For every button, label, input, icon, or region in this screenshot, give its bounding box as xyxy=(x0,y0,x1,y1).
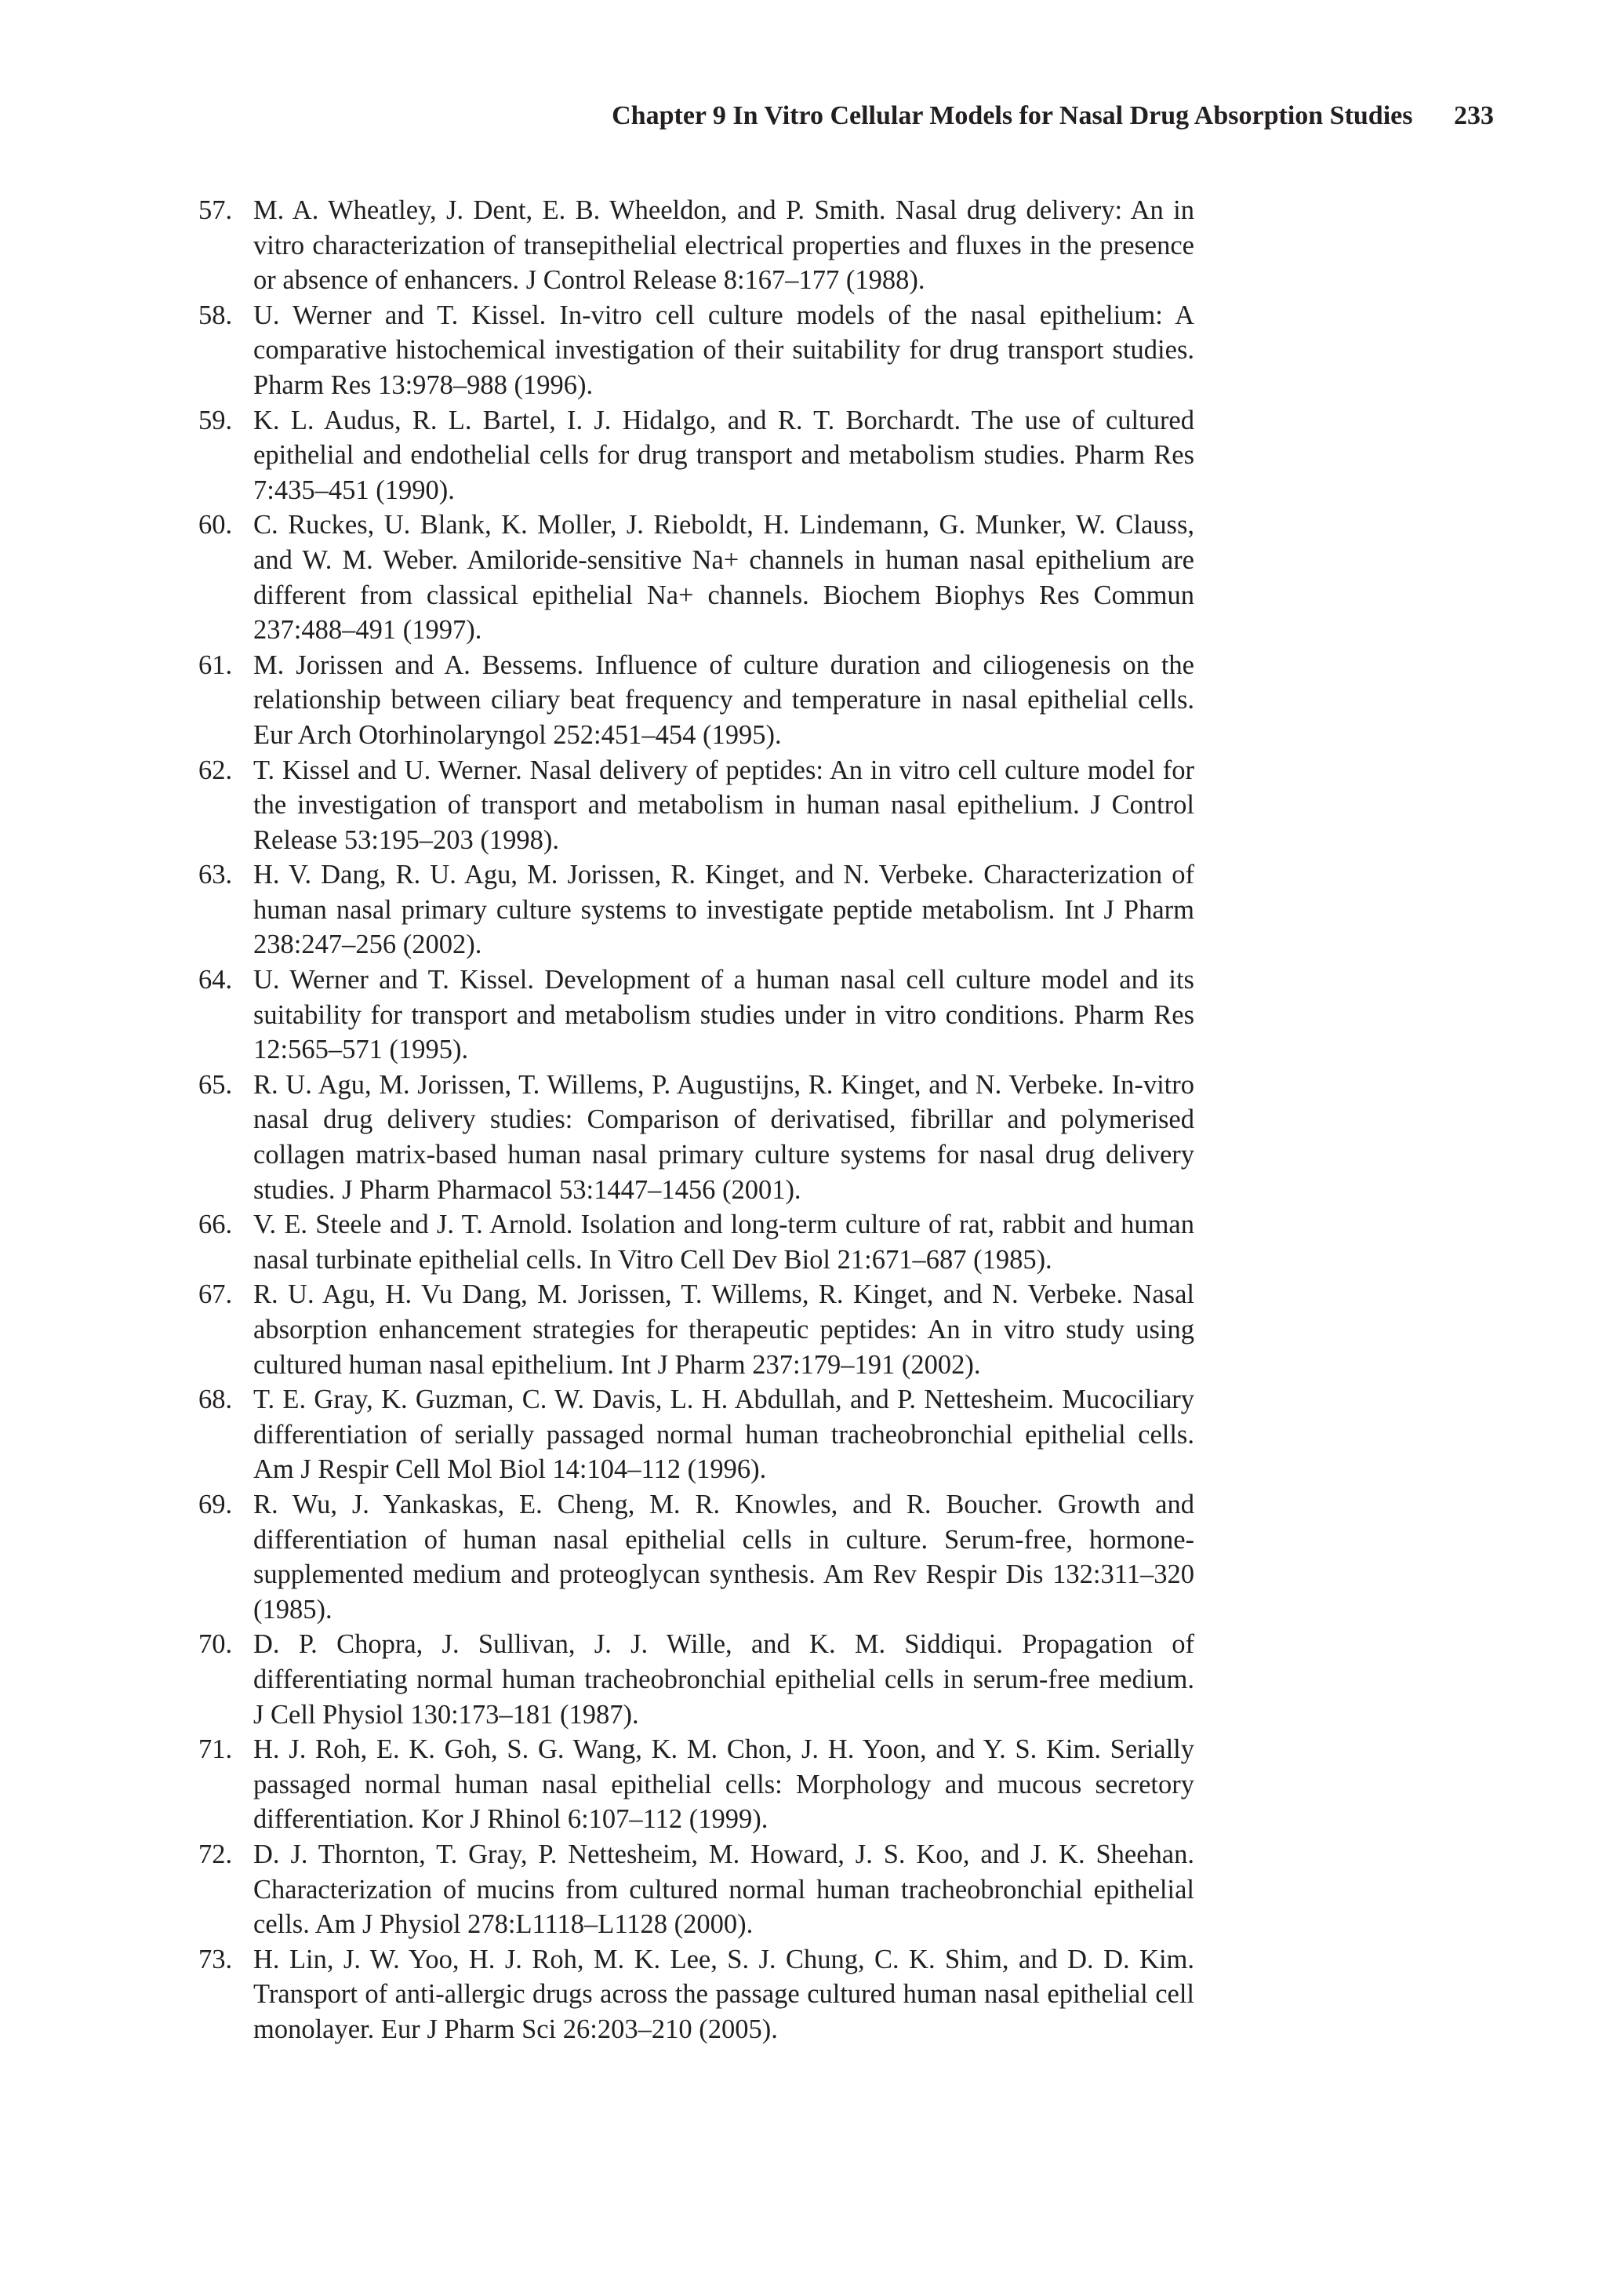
reference-text: R. U. Agu, M. Jorissen, T. Willems, P. Augustijns, R. Kinget, and N. Verbeke. In-vitro nasal drug delivery studies: Comparison of derivatised, fibrillar and polymerised collagen matrix-based human nasal primary culture systems for nasal drug delivery studies. J Pharm Pharmacol 53:1447–1456 (2001). xyxy=(253,1069,1194,1205)
reference-number: 63. xyxy=(198,860,233,890)
reference-text: U. Werner and T. Kissel. Development of a human nasal cell culture model and its suitability for transport and metabolism studies under in vitro conditions. Pharm Res 12:565–571 (1995). xyxy=(253,965,1194,1065)
reference-text: H. J. Roh, E. K. Goh, S. G. Wang, K. M. Chon, J. H. Yoon, and Y. S. Kim. Serially passaged normal human nasal epithelial cells: Morphology and mucous secretory differentiation. Kor J Rhinol 6:107–112 (1999). xyxy=(253,1734,1194,1835)
page-number: 233 xyxy=(1454,101,1494,130)
chapter-title: Chapter 9 In Vitro Cellular Models for Nasal Drug Absorption Studies xyxy=(612,101,1413,130)
reference-number: 65. xyxy=(198,1069,233,1100)
reference-number: 68. xyxy=(198,1385,233,1415)
running-head xyxy=(0,97,1494,135)
reference-item xyxy=(198,1068,1194,1207)
reference-text: D. J. Thornton, T. Gray, P. Nettesheim, M. Howard, J. S. Koo, and J. K. Sheehan. Characterization of mucins from cultured normal human tracheobronchial epithelial cells. Am J Physiol 278:L1118–L1128 (2000). xyxy=(253,1839,1194,1940)
reference-item xyxy=(198,1207,1194,1277)
reference-item xyxy=(198,1277,1194,1382)
reference-number: 57. xyxy=(198,195,233,225)
reference-text: H. V. Dang, R. U. Agu, M. Jorissen, R. Kinget, and N. Verbeke. Characterization of human nasal primary culture systems to investigate peptide metabolism. Int J Pharm 238:247–256 (2002). xyxy=(253,860,1194,960)
reference-item xyxy=(198,1732,1194,1837)
reference-item xyxy=(198,648,1194,753)
reference-item xyxy=(198,1837,1194,1942)
reference-item xyxy=(198,1627,1194,1732)
reference-text: T. E. Gray, K. Guzman, C. W. Davis, L. H. Abdullah, and P. Nettesheim. Mucociliary differentiation of serially passaged normal human tracheobronchial epithelial cells. Am J Respir Cell Mol Biol 14:104–112 (1996). xyxy=(253,1385,1194,1485)
reference-number: 72. xyxy=(198,1839,233,1869)
reference-text: K. L. Audus, R. L. Bartel, I. J. Hidalgo, and R. T. Borchardt. The use of cultured epithelial and endothelial cells for drug transport and metabolism studies. Pharm Res 7:435–451 (1990). xyxy=(253,405,1194,505)
reference-number: 59. xyxy=(198,405,233,435)
reference-item xyxy=(198,753,1194,858)
reference-item xyxy=(198,298,1194,403)
reference-list xyxy=(198,193,1194,2047)
reference-text: T. Kissel and U. Werner. Nasal delivery of peptides: An in vitro cell culture model for the investigation of transport and metabolism in human nasal epithelium. J Control Release 53:195–203 (1998). xyxy=(253,755,1194,855)
reference-number: 66. xyxy=(198,1210,233,1240)
reference-number: 60. xyxy=(198,510,233,540)
reference-text: M. Jorissen and A. Bessems. Influence of culture duration and ciliogenesis on the relationship between ciliary beat frequency and temperature in nasal epithelial cells. Eur Arch Otorhinolaryngol 252:451–454 (1995). xyxy=(253,650,1194,750)
reference-number: 73. xyxy=(198,1944,233,1974)
reference-number: 71. xyxy=(198,1734,233,1765)
reference-number: 67. xyxy=(198,1279,233,1310)
reference-item xyxy=(198,403,1194,508)
reference-item xyxy=(198,1487,1194,1627)
reference-item xyxy=(198,193,1194,298)
reference-number: 61. xyxy=(198,650,233,680)
reference-number: 70. xyxy=(198,1629,233,1660)
reference-item xyxy=(198,962,1194,1068)
reference-item xyxy=(198,1942,1194,2047)
reference-text: V. E. Steele and J. T. Arnold. Isolation and long-term culture of rat, rabbit and human nasal turbinate epithelial cells. In Vitro Cell Dev Biol 21:671–687 (1985). xyxy=(253,1210,1194,1275)
reference-item xyxy=(198,1382,1194,1487)
reference-text: M. A. Wheatley, J. Dent, E. B. Wheeldon, and P. Smith. Nasal drug delivery: An in vitro characterization of transepithelial electrical properties and fluxes in the presence or absence of enhancers. J Control Release 8:167–177 (1988). xyxy=(253,195,1194,296)
reference-number: 64. xyxy=(198,965,233,995)
reference-text: R. U. Agu, H. Vu Dang, M. Jorissen, T. Willems, R. Kinget, and N. Verbeke. Nasal absorption enhancement strategies for therapeutic peptides: An in vitro study using cultured human nasal epithelium. Int J Pharm 237:179–191 (2002). xyxy=(253,1279,1194,1380)
reference-text: R. Wu, J. Yankaskas, E. Cheng, M. R. Knowles, and R. Boucher. Growth and differentiation of human nasal epithelial cells in culture. Serum-free, hormone-supplemented medium and proteoglycan synthesis. Am Rev Respir Dis 132:311–320 (1985). xyxy=(253,1489,1194,1625)
reference-text: C. Ruckes, U. Blank, K. Moller, J. Rieboldt, H. Lindemann, G. Munker, W. Clauss, and W. M. Weber. Amiloride-sensitive Na+ channels in human nasal epithelium are different from classical epithelial Na+ channels. Biochem Biophys Res Commun 237:488–491 (1997). xyxy=(253,510,1194,646)
reference-text: H. Lin, J. W. Yoo, H. J. Roh, M. K. Lee, S. J. Chung, C. K. Shim, and D. D. Kim. Transport of anti-allergic drugs across the passage cultured human nasal epithelial cell monolayer. Eur J Pharm Sci 26:203–210 (2005). xyxy=(253,1944,1194,2044)
reference-number: 62. xyxy=(198,755,233,785)
reference-text: U. Werner and T. Kissel. In-vitro cell culture models of the nasal epithelium: A comparative histochemical investigation of their suitability for drug transport studies. Pharm Res 13:978–988 (1996). xyxy=(253,300,1194,400)
reference-text: D. P. Chopra, J. Sullivan, J. J. Wille, and K. M. Siddiqui. Propagation of differentiating normal human tracheobronchial epithelial cells in serum-free medium. J Cell Physiol 130:173–181 (1987). xyxy=(253,1629,1194,1730)
reference-number: 58. xyxy=(198,300,233,330)
reference-item xyxy=(198,857,1194,962)
reference-number: 69. xyxy=(198,1489,233,1519)
reference-item xyxy=(198,508,1194,647)
